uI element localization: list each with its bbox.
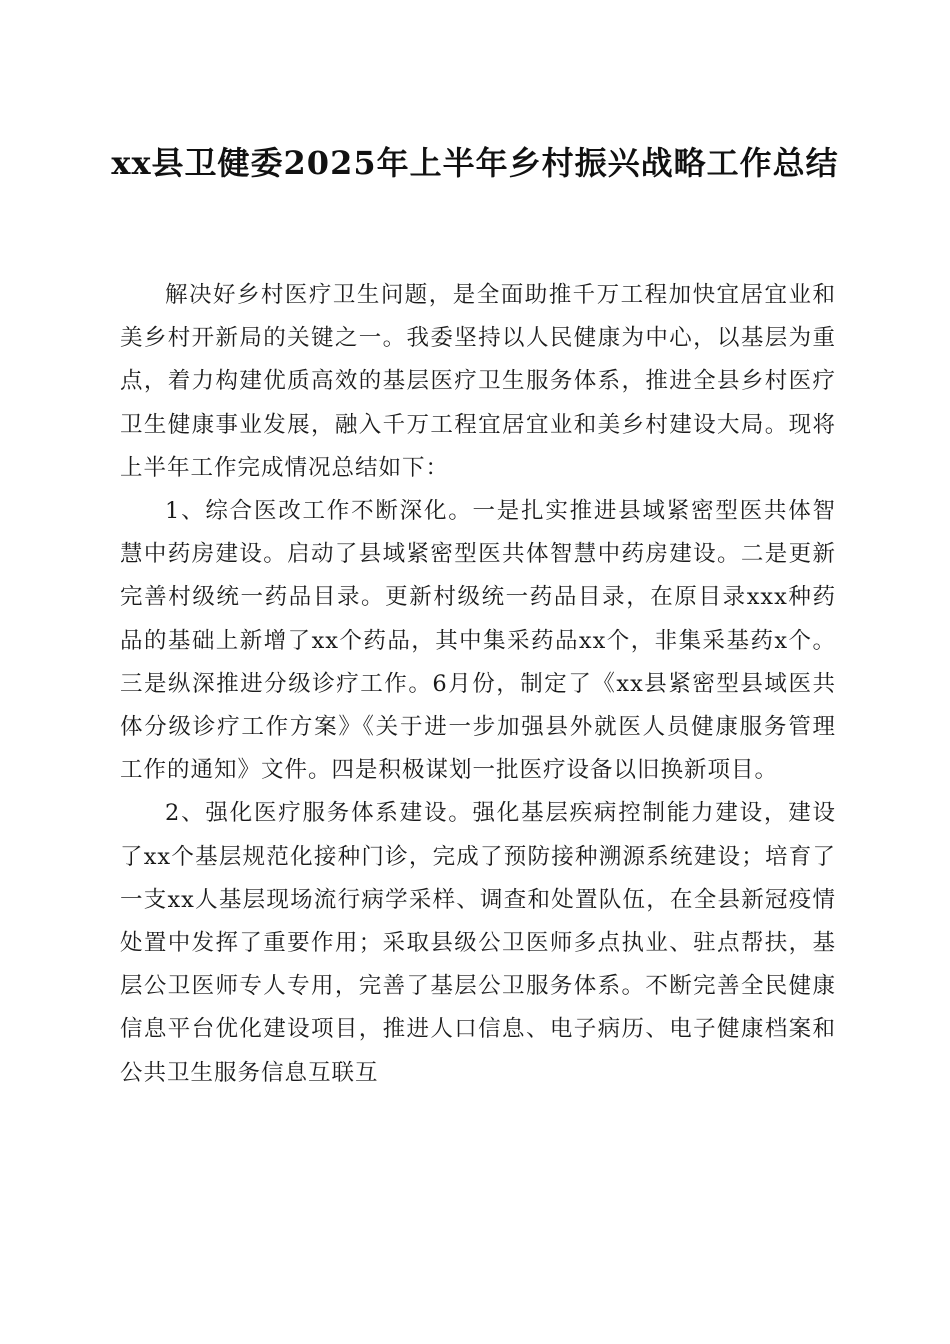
document-body — [120, 274, 836, 1095]
paragraph-section-1: 1、综合医改工作不断深化。一是扎实推进县域紧密型医共体智慧中药房建设。启动了县域紧密型医共体智慧中药房建设。二是更新完善村级统一药品目录。更新村级统一药品目录，在原目录xxx种药品的基础上新增了xx个药品，其中集采药品xx个，非集采基药x个。三是纵深推进分级诊疗工作。6月份，制定了《xx县紧密型县域医共体分级诊疗工作方案》《关于进一步加强县外就医人员健康服务管理工作的通知》文件。四是积极谋划一批医疗设备以旧换新项目。 — [120, 498, 836, 784]
paragraph-section-2: 2、强化医疗服务体系建设。强化基层疾病控制能力建设，建设了xx个基层规范化接种门诊，完成了预防接种溯源系统建设；培育了一支xx人基层现场流行病学采样、调查和处置队伍，在全县新冠疫情处置中发挥了重要作用；采取县级公卫医师多点执业、驻点帮扶，基层公卫医师专人专用，完善了基层公卫服务体系。不断完善全民健康信息平台优化建设项目，推进人口信息、电子病历、电子健康档案和公共卫生服务信息互联互 — [120, 800, 836, 1086]
paragraph-intro: 解决好乡村医疗卫生问题，是全面助推千万工程加快宜居宜业和美乡村开新局的关键之一。我委坚持以人民健康为中心，以基层为重点，着力构建优质高效的基层医疗卫生服务体系，推进全县乡村医疗卫生健康事业发展，融入千万工程宜居宜业和美乡村建设大局。现将上半年工作完成情况总结如下： — [120, 282, 836, 481]
document-title: xx县卫健委2025年上半年乡村振兴战略工作总结 — [111, 144, 839, 182]
